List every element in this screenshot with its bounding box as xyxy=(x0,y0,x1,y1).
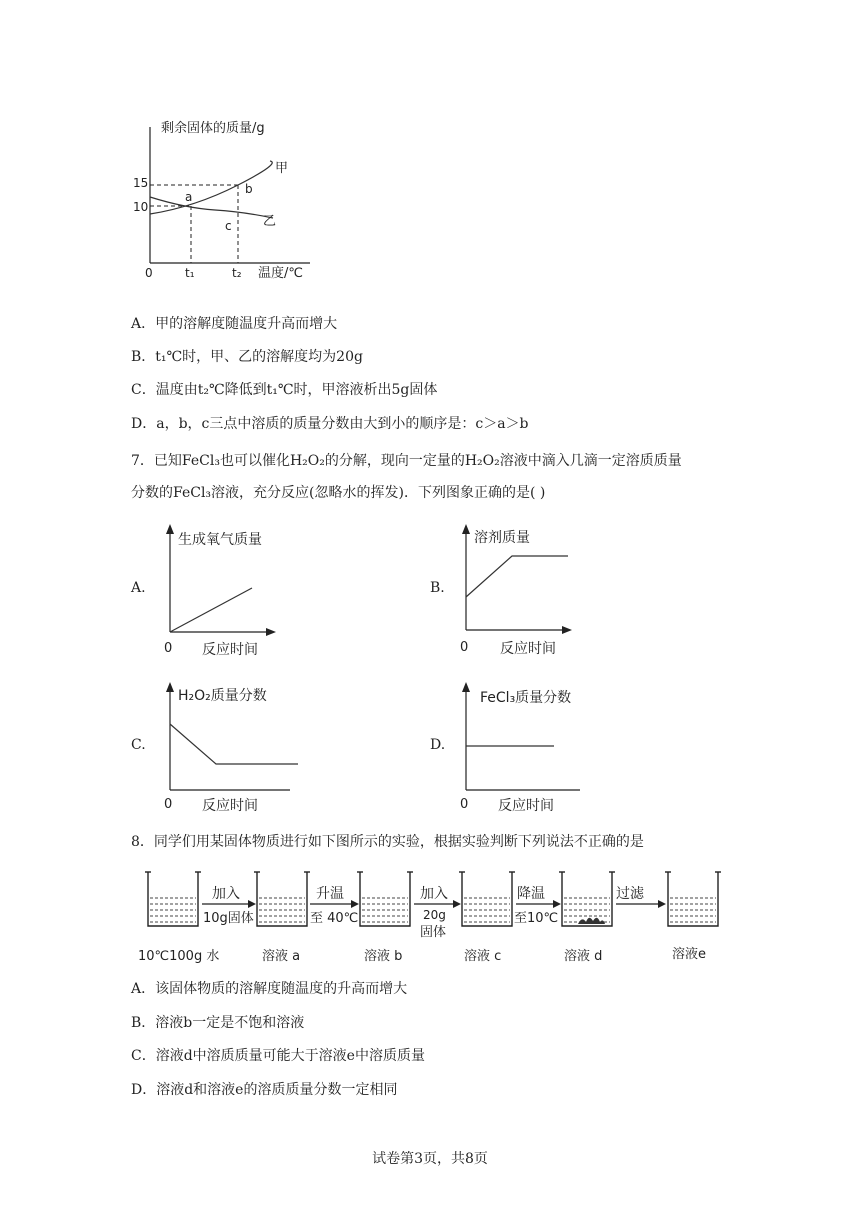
svg-text:反应时间: 反应时间 xyxy=(202,798,258,814)
curve-yi xyxy=(150,197,273,218)
q7-stem-line1: 7．已知FeCl₃也可以催化H₂O₂的分解，现向一定量的H₂O₂溶液中滴入几滴一定溶质质量 xyxy=(131,453,682,469)
q6-option-c: C．温度由t₂℃降低到t₁℃时，甲溶液析出5g固体 xyxy=(131,382,438,398)
svg-text:至10℃: 至10℃ xyxy=(514,911,559,926)
beaker-2 xyxy=(254,872,310,926)
beaker-4 xyxy=(459,872,515,926)
svg-text:加入: 加入 xyxy=(212,886,240,902)
svg-text:加入: 加入 xyxy=(420,886,448,902)
svg-text:降温: 降温 xyxy=(517,886,545,902)
q7-graph-a xyxy=(160,522,280,662)
q8-option-d: D．溶液d和溶液e的溶质质量分数一定相同 xyxy=(131,1082,398,1098)
svg-text:10℃100g 水: 10℃100g 水 xyxy=(138,949,220,964)
svg-text:0: 0 xyxy=(164,641,173,656)
page-footer: 试卷第3页，共8页 xyxy=(372,1151,488,1167)
svg-text:过滤: 过滤 xyxy=(616,886,644,902)
svg-text:溶液e: 溶液e xyxy=(672,947,706,962)
graph-origin: 0 xyxy=(145,266,153,280)
svg-text:H₂O₂质量分数: H₂O₂质量分数 xyxy=(178,688,267,704)
graph-xlabel: 温度/℃ xyxy=(258,266,303,281)
svg-text:反应时间: 反应时间 xyxy=(498,798,554,814)
svg-text:FeCl₃质量分数: FeCl₃质量分数 xyxy=(480,690,572,706)
svg-text:0: 0 xyxy=(164,797,173,812)
svg-text:升温: 升温 xyxy=(316,886,344,902)
svg-text:溶剂质量: 溶剂质量 xyxy=(474,530,530,546)
graph-ylabel: 剩余固体的质量/g xyxy=(161,121,265,136)
q7-graph-c xyxy=(160,680,300,820)
svg-text:固体: 固体 xyxy=(420,925,447,940)
point-c: c xyxy=(225,219,232,233)
svg-text:反应时间: 反应时间 xyxy=(202,642,258,658)
q6-option-d: D．a，b，c三点中溶质的质量分数由大到小的顺序是：c＞a＞b xyxy=(131,416,529,432)
svg-text:至 40℃: 至 40℃ xyxy=(310,911,359,926)
q7-graph-b xyxy=(456,522,586,662)
svg-text:反应时间: 反应时间 xyxy=(500,641,556,657)
svg-text:溶液 a: 溶液 a xyxy=(262,949,301,964)
q7-graph-d xyxy=(456,680,586,820)
tick-15: 15 xyxy=(133,176,149,190)
q7-stem-line2: 分数的FeCl₃溶液，充分反应(忽略水的挥发)．下列图象正确的是( ) xyxy=(131,485,546,501)
q8-stem: 8．同学们用某固体物质进行如下图所示的实验，根据实验判断下列说法不正确的是 xyxy=(131,834,644,850)
svg-text:0: 0 xyxy=(460,640,469,655)
label-yi: 乙 xyxy=(263,214,277,229)
svg-text:0: 0 xyxy=(460,797,469,812)
beaker-3 xyxy=(357,872,413,926)
tick-10: 10 xyxy=(133,200,149,214)
svg-text:10g固体: 10g固体 xyxy=(203,911,254,926)
q8-option-b: B．溶液b一定是不饱和溶液 xyxy=(131,1015,305,1031)
svg-text:生成氧气质量: 生成氧气质量 xyxy=(178,532,262,548)
experiment-diagram xyxy=(130,862,730,972)
beaker-1 xyxy=(145,872,201,926)
curve-jia xyxy=(150,161,272,214)
q6-option-b: B．t₁℃时，甲、乙的溶解度均为20g xyxy=(131,349,363,365)
point-a: a xyxy=(185,190,193,204)
q8-option-a: A．该固体物质的溶解度随温度的升高而增大 xyxy=(131,981,408,997)
q7-graph-c-letter: C. xyxy=(131,737,146,753)
svg-text:20g: 20g xyxy=(423,908,446,922)
q8-option-c: C．溶液d中溶质质量可能大于溶液e中溶质质量 xyxy=(131,1048,425,1064)
solubility-graph xyxy=(125,115,325,285)
beaker-6 xyxy=(665,872,721,926)
beaker-5 xyxy=(559,872,615,926)
q7-graph-d-letter: D. xyxy=(430,737,446,753)
tick-t2: t₂ xyxy=(232,266,242,280)
svg-text:溶液 b: 溶液 b xyxy=(364,949,403,964)
svg-text:溶液 d: 溶液 d xyxy=(564,949,603,964)
label-jia: 甲 xyxy=(275,161,289,176)
point-b: b xyxy=(245,182,253,196)
precipitate xyxy=(578,918,605,924)
q6-option-a: A．甲的溶解度随温度升高而增大 xyxy=(131,316,338,332)
q7-graph-b-letter: B. xyxy=(430,580,445,596)
q7-graph-a-letter: A. xyxy=(131,580,146,596)
tick-t1: t₁ xyxy=(185,266,195,280)
svg-text:溶液 c: 溶液 c xyxy=(464,949,502,964)
